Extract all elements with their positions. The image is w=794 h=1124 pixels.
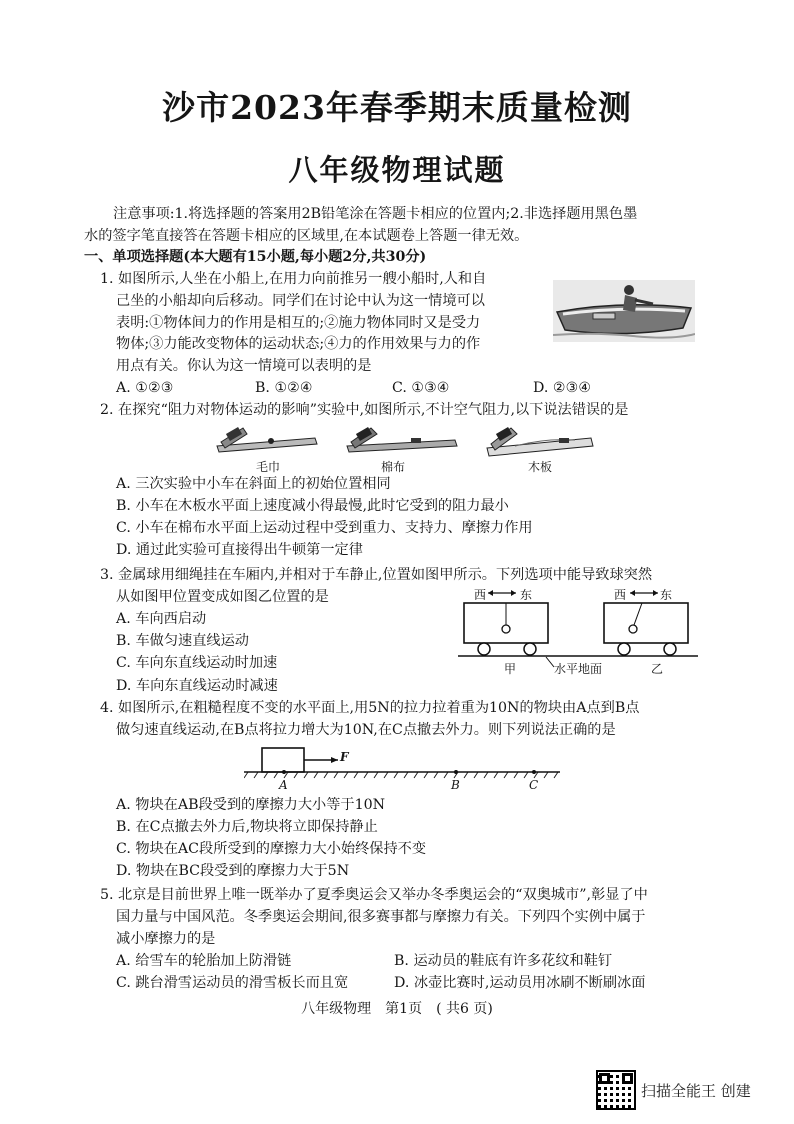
q3-option-d: D. 车向东直线运动时减速 bbox=[116, 678, 278, 694]
scanner-watermark: 扫描全能王 创建 bbox=[641, 1082, 751, 1100]
q5-option-c: C. 跳台滑雪运动员的滑雪板长而且宽 bbox=[116, 975, 349, 991]
q3-stem-1: 3. 金属球用细绳挂在车厢内,并相对于车静止,位置如图甲所示。下列选项中能导致球突然 bbox=[100, 567, 653, 583]
q4-block-figure bbox=[244, 742, 564, 782]
q4-stem-1: 4. 如图所示,在粗糙程度不变的水平面上,用5N的拉力拉着重为10N的物块由A点到B点 bbox=[100, 700, 640, 716]
q5-line-1: 5. 北京是目前世界上唯一既举办了夏季奥运会又举办冬季奥运会的“双奥城市”,彰显了中 bbox=[100, 887, 648, 903]
q1-line-5: 用点有关。你认为这一情境可以表明的是 bbox=[116, 358, 372, 374]
q2-option-a: A. 三次实验中小车在斜面上的初始位置相同 bbox=[116, 476, 391, 492]
q3-east-label-yi: 东 bbox=[660, 588, 673, 602]
q5-option-a: A. 给雪车的轮胎加上防滑链 bbox=[116, 953, 292, 969]
q3-ground-label: 水平地面 bbox=[554, 662, 603, 676]
q2-option-b: B. 小车在木板水平面上速度减小得最慢,此时它受到的阻力最小 bbox=[116, 498, 509, 514]
q3-west-label-jia: 西 bbox=[474, 588, 487, 602]
q4-point-c: C bbox=[529, 778, 539, 792]
q1-line-2: 己坐的小船却向后移动。同学们在讨论中认为这一情境可以 bbox=[116, 293, 485, 309]
section-heading: 一、单项选择题(本大题有15小题,每小题2分,共30分) bbox=[84, 249, 427, 265]
q1-line-1: 1. 如图所示,人坐在小船上,在用力向前推另一艘小船时,人和自 bbox=[100, 271, 487, 287]
q3-option-a: A. 车向西启动 bbox=[116, 611, 207, 627]
q4-point-b: B bbox=[451, 778, 460, 792]
q1-option-d: D. ②③④ bbox=[533, 380, 592, 396]
notice-line-2: 水的签字笔直接答在答题卡相应的区域里,在本试题卷上答题一律无效。 bbox=[84, 228, 529, 244]
q2-label-towel: 毛巾 bbox=[256, 460, 281, 474]
q4-force-label: F bbox=[340, 750, 349, 764]
q3-west-label-yi: 西 bbox=[614, 588, 627, 602]
q4-point-a: A bbox=[279, 778, 288, 792]
q3-east-label-jia: 东 bbox=[520, 588, 533, 602]
q4-option-a: A. 物块在AB段受到的摩擦力大小等于10N bbox=[116, 797, 386, 813]
q1-line-3: 表明:①物体间力的作用是相互的;②施力物体同时又是受力 bbox=[116, 315, 481, 331]
q4-stem-2: 做匀速直线运动,在B点将拉力增大为10N,在C点撤去外力。则下列说法正确的是 bbox=[116, 722, 616, 738]
q2-option-d: D. 通过此实验可直接得出牛顿第一定律 bbox=[116, 542, 363, 558]
exam-title: 沙市2023年春季期末质量检测 bbox=[162, 88, 632, 127]
boat-illustration bbox=[553, 280, 695, 342]
exam-subtitle: 八年级物理试题 bbox=[288, 153, 506, 187]
q1-option-a: A. ①②③ bbox=[116, 380, 174, 396]
q5-line-2: 国力量与中国风范。冬季奥运会期间,很多赛事都与摩擦力有关。下列四个实例中属于 bbox=[116, 909, 646, 925]
q1-line-4: 物体;③力能改变物体的运动状态;④力的作用效果与力的作 bbox=[116, 336, 481, 352]
q3-label-jia: 甲 bbox=[504, 662, 517, 676]
q3-label-yi: 乙 bbox=[651, 662, 664, 676]
q2-label-wood: 木板 bbox=[528, 460, 553, 474]
q5-line-3: 减小摩擦力的是 bbox=[116, 931, 216, 947]
q1-option-c: C. ①③④ bbox=[392, 380, 450, 396]
q5-option-d: D. 冰壶比赛时,运动员用冰刷不断刷冰面 bbox=[394, 975, 646, 991]
q4-option-d: D. 物块在BC段受到的摩擦力大于5N bbox=[116, 863, 350, 879]
q1-option-b: B. ①②④ bbox=[255, 380, 313, 396]
q2-label-cotton: 棉布 bbox=[381, 460, 406, 474]
notice-line-1: 注意事项:1.将选择题的答案用2B铅笔涂在答题卡相应的位置内;2.非选择题用黑色墨 bbox=[113, 206, 638, 222]
q3-stem-2: 从如图甲位置变成如图乙位置的是 bbox=[116, 589, 329, 605]
q4-option-c: C. 物块在AC段所受到的摩擦力大小始终保持不变 bbox=[116, 841, 427, 857]
q3-option-c: C. 车向东直线运动时加速 bbox=[116, 655, 278, 671]
qr-code-icon bbox=[596, 1070, 636, 1110]
q5-option-b: B. 运动员的鞋底有许多花纹和鞋钉 bbox=[394, 953, 613, 969]
page-footer: 八年级物理 第1页 ( 共6 页) bbox=[301, 1001, 493, 1017]
q4-option-b: B. 在C点撤去外力后,物块将立即保持静止 bbox=[116, 819, 378, 835]
q2-stem: 2. 在探究“阻力对物体运动的影响”实验中,如图所示,不计空气阻力,以下说法错误的是 bbox=[100, 402, 629, 418]
q3-option-b: B. 车做匀速直线运动 bbox=[116, 633, 249, 649]
q2-option-c: C. 小车在棉布水平面上运动过程中受到重力、支持力、摩擦力作用 bbox=[116, 520, 533, 536]
